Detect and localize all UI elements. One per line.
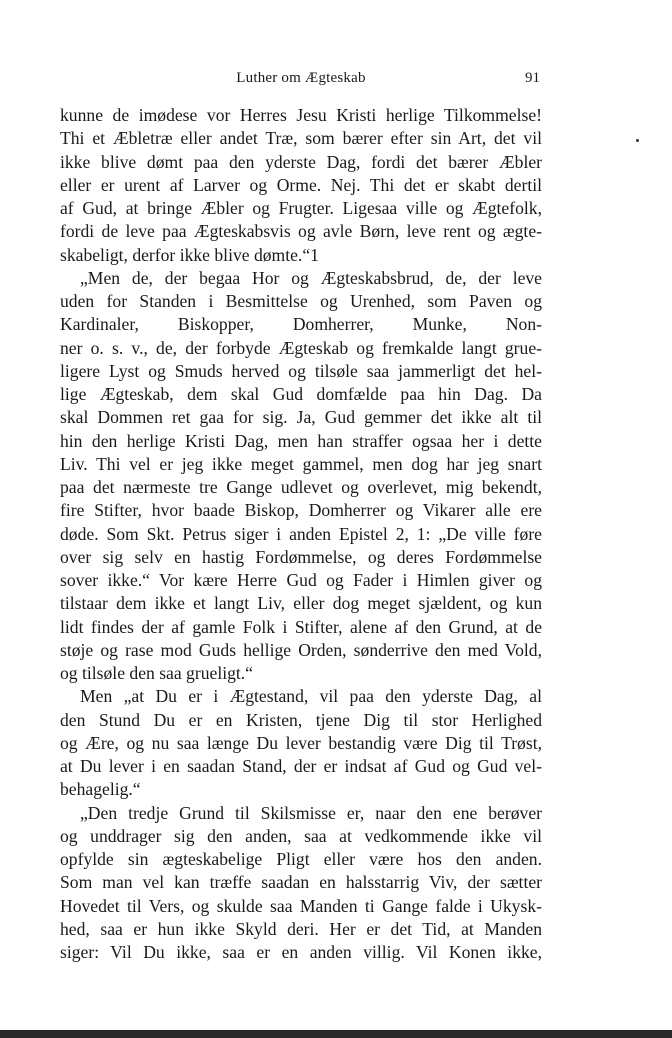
text-line: døde. Som Skt. Petrus siger i anden Epistel 2, 1: „De ville føre	[60, 523, 542, 544]
text-line: skabeligt, derfor ikke blive dømte.“1	[60, 244, 319, 265]
text-line: ligere Lyst og Smuds herved og tilsøle saa jammerligt det hel-	[60, 360, 542, 381]
text-line: fordi de leve paa Ægteskabsvis og avle Børn, leve rent og ægte-	[60, 221, 542, 242]
text-line: at Du lever i en saadan Stand, der er indsat af Gud og Gud vel-	[60, 756, 542, 776]
text-line: lige Ægteskab, dem skal Gud domfælde paa hin Dag. Da	[60, 384, 542, 404]
text-line: skal Dommen ret gaa for sig. Ja, Gud gemmer det ikke alt til	[60, 407, 542, 428]
text-line: fire Stifter, hvor baade Biskop, Domherrer og Vikarer alle ere	[60, 500, 542, 521]
scan-bottom-edge	[0, 1030, 672, 1038]
text-line: opfylde sin ægteskabelige Pligt eller være hos den anden.	[60, 849, 542, 869]
page-number: 91	[525, 70, 540, 86]
text-line: Liv. Thi vel er jeg ikke meget gammel, men dog har jeg snart	[60, 453, 542, 474]
text-line: sover ikke.“ Vor kære Herre Gud og Fader i Himlen giver og	[60, 570, 542, 590]
text-line: Kardinaler, Biskopper, Domherrer, Munke, Non-	[60, 314, 542, 335]
text-line: over sig selv en hastig Fordømmelse, og deres Fordømmelse	[60, 546, 542, 567]
text-line: og tilsøle den saa grueligt.“	[60, 663, 253, 683]
page-header	[60, 70, 542, 90]
text-line: støje og rase mod Guds hellige Orden, sønderrive den med Vold,	[60, 639, 542, 660]
text-line: og Ære, og nu saa længe Du lever bestandig være Dig til Trøst,	[60, 732, 542, 753]
text-line: ner o. s. v., de, der forbyde Ægteskab og fremkalde langt grue-	[60, 337, 542, 358]
text-line: Hovedet til Vers, og skulde saa Manden ti Gange falde i Ukysk-	[60, 895, 542, 916]
text-line: lidt findes der af gamle Folk i Stifter, alene af den Grund, at de	[60, 616, 542, 637]
text-line: hed, saa er hun ikke Skyld deri. Her er det Tid, at Manden	[60, 918, 542, 939]
text-line: „Den tredje Grund til Skilsmisse er, naar den ene berøver	[80, 802, 542, 823]
text-line: Men „at Du er i Ægtestand, vil paa den yderste Dag, al	[80, 686, 542, 707]
text-line: hin den herlige Kristi Dag, men han straffer ogsaa her i dette	[60, 430, 542, 451]
text-line: kunne de imødese vor Herres Jesu Kristi herlige Tilkommelse!	[60, 105, 542, 125]
text-line: „Men de, der begaa Hor og Ægteskabsbrud, de, der leve	[80, 267, 542, 288]
text-line: siger: Vil Du ikke, saa er en anden villig. Vil Konen ikke,	[60, 942, 542, 962]
text-line: paa det nærmeste tre Gange udlevet og overlevet, mig bekendt,	[60, 477, 542, 497]
text-line: uden for Standen i Besmittelse og Urenhed, som Paven og	[60, 291, 542, 311]
text-line: den Stund Du er en Kristen, tjene Dig til stor Herlighed	[60, 709, 542, 730]
text-line: ikke blive dømt paa den yderste Dag, fordi det bærer Æbler	[60, 151, 542, 172]
text-line: Som man vel kan træffe saadan en halsstarrig Viv, der sætter	[60, 872, 542, 893]
scan-speck	[636, 139, 639, 142]
text-line: eller er urent af Larver og Orme. Nej. Thi det er skabt dertil	[60, 174, 542, 195]
text-line: behagelig.“	[60, 779, 141, 800]
body-text	[60, 104, 542, 964]
text-line: tilstaar dem ikke et langt Liv, eller dog meget sjældent, og kun	[60, 593, 542, 614]
running-title: Luther om Ægteskab	[236, 70, 366, 86]
text-line: af Gud, at bringe Æbler og Frugter. Ligesaa ville og Ægtefolk,	[60, 198, 542, 218]
text-line: og unddrager sig den anden, saa at vedkommende ikke vil	[60, 825, 542, 846]
text-line: Thi et Æbletræ eller andet Træ, som bærer efter sin Art, det vil	[60, 128, 542, 149]
